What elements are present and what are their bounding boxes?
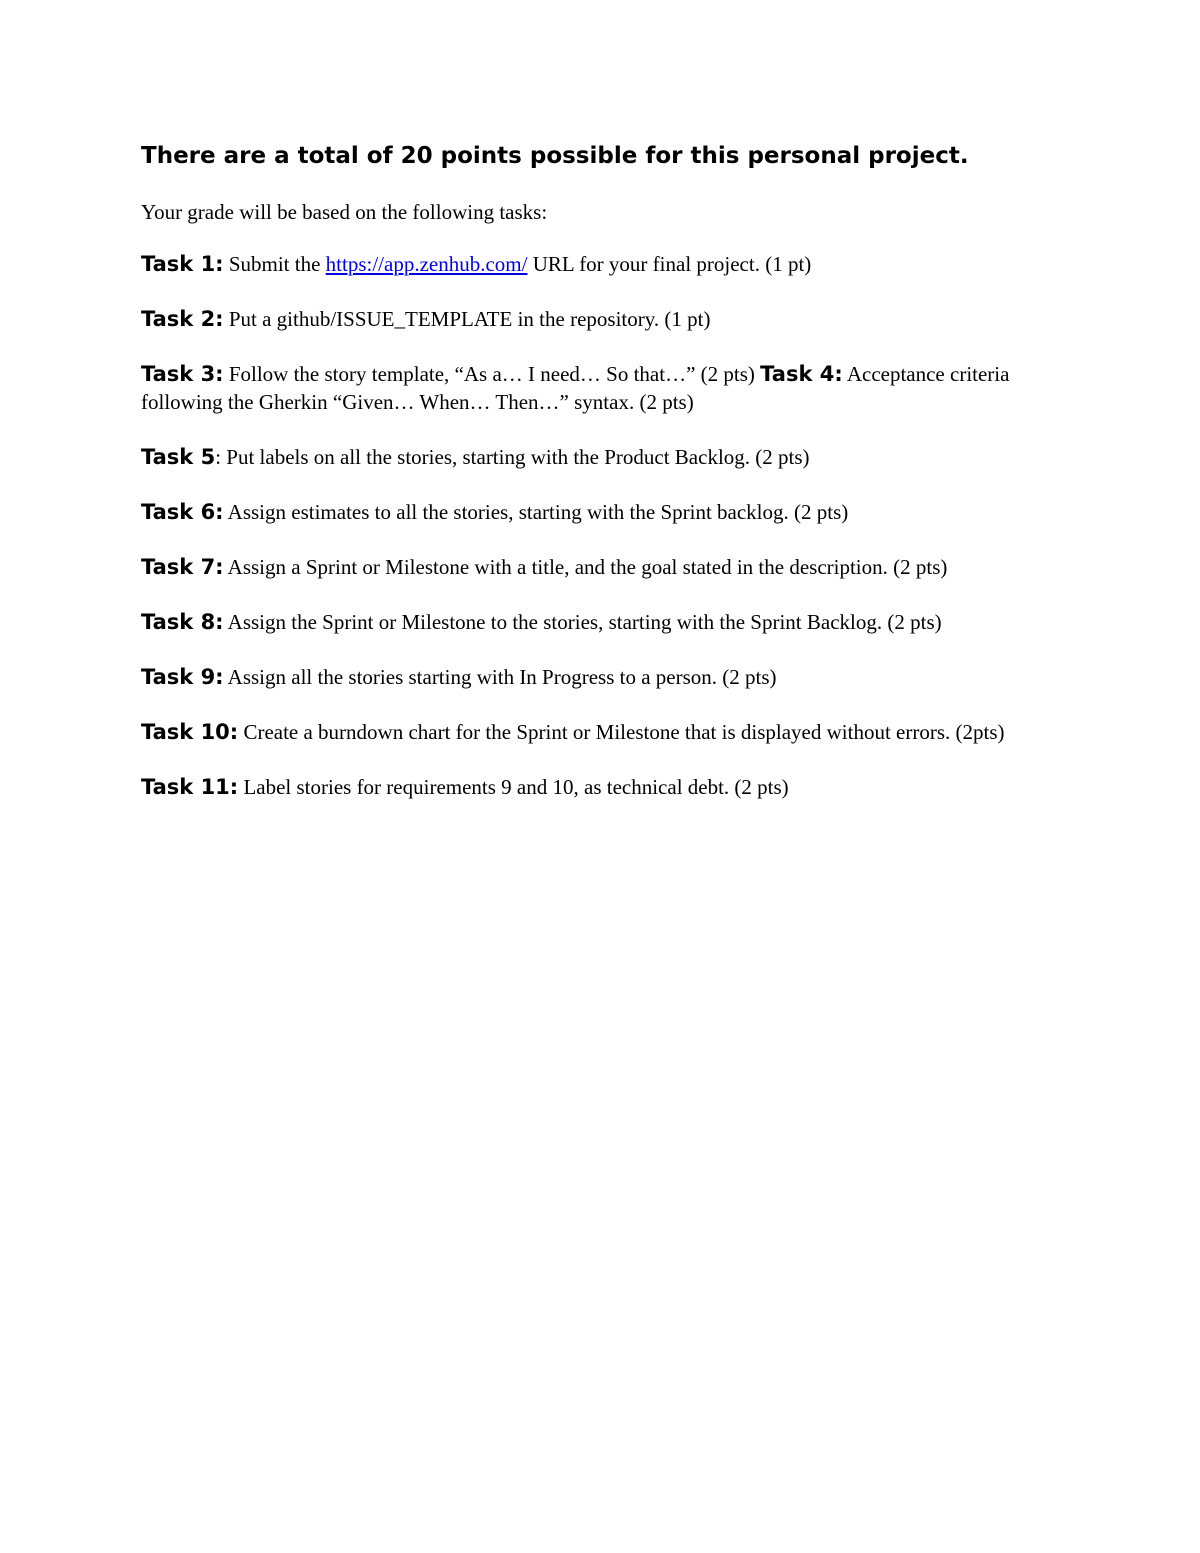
task-7 [141,553,1071,581]
task-8 [141,608,1071,636]
task-6 [141,498,1071,526]
task-text: Assign all the stories starting with In Progress to a person. (2 pts) [227,665,777,689]
task-text: Create a burndown chart for the Sprint or Milestone that is displayed without errors. (2pts) [243,720,1005,744]
task-label: Task 10: [141,720,239,744]
intro-text: Your grade will be based on the following tasks: [141,200,548,224]
task-label: Task 4: [760,362,843,386]
task-label: Task 8: [141,610,224,634]
task-label: Task 2: [141,307,224,331]
task-text: Submit the [228,252,326,276]
task-label: Task 9: [141,665,224,689]
task-label: Task 6: [141,500,224,524]
task-10 [141,718,1071,746]
task-2 [141,305,1071,333]
document-body [141,140,1071,828]
task-11 [141,773,1071,801]
task-9 [141,663,1071,691]
task-5 [141,443,1071,471]
task-text: Put a github/ISSUE_TEMPLATE in the repository. (1 pt) [228,307,711,331]
task-text: URL for your final project. (1 pt) [527,252,812,276]
task-label: Task 3: [141,362,224,386]
task-label: Task 1: [141,252,224,276]
task-label: Task 7: [141,555,224,579]
task-text: Assign the Sprint or Milestone to the stories, starting with the Sprint Backlog. (2 pts) [227,610,942,634]
task-text: Assign a Sprint or Milestone with a title, and the goal stated in the description. (2 pts) [227,555,948,579]
task-1 [141,250,1071,278]
task-label: Task 5 [141,445,216,469]
task-text: Follow the story template, “As a… I need… So that…” (2 pts) [228,362,755,386]
task-text: Assign estimates to all the stories, starting with the Sprint backlog. (2 pts) [227,500,849,524]
task-text: Acceptance criteria following the Gherkin “Given… When… Then…” syntax. (2 pts) [141,362,1010,414]
task-text: Label stories for requirements 9 and 10, as technical debt. (2 pts) [243,775,789,799]
zenhub-link[interactable]: https://app.zenhub.com/ [325,252,528,276]
page-title: There are a total of 20 points possible for this personal project. [141,143,969,169]
task-3-4 [141,360,1071,416]
task-label: Task 11: [141,775,239,799]
task-text: : Put labels on all the stories, starting with the Product Backlog. (2 pts) [215,445,810,469]
